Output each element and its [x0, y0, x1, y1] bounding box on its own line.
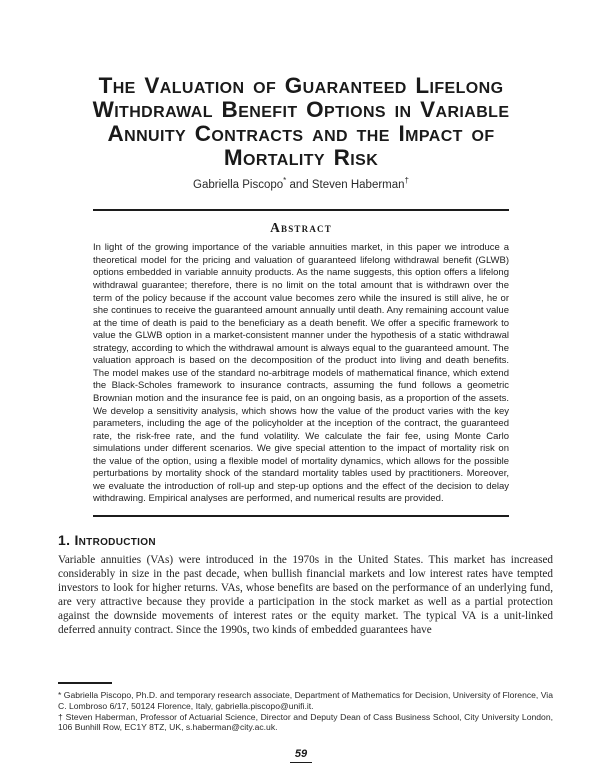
- title-line-1: The Valuation of Guaranteed Lifelong: [98, 73, 504, 98]
- introduction-body: Variable annuities (VAs) were introduced in the 1970s in the United States. This market has increased considerably in size in the past decade, when bullish financial markets and low interest rates have tempted investors to look for higher returns. VAs, whose benefits are based on the performance of an underlying fund, are very attractive because they provide a participation in the stock market as well as a partial protection against the downside movements of interest rates or the equity market. The typical VA is a unit-linked deferred annuity contract. Since the 1990s, two kinds of embedded guarantees have: [58, 554, 553, 636]
- abstract-section: [93, 220, 509, 505]
- abstract-bottom-rule: [93, 515, 509, 517]
- footnote-author-1: [58, 690, 553, 712]
- footnote-1-marker: *: [58, 690, 62, 700]
- author-2-name: Steven Haberman: [311, 179, 405, 191]
- abstract-top-rule: [93, 209, 509, 211]
- footnote-2-text: Steven Haberman, Professor of Actuarial Science, Director and Deputy Dean of Cass Business School, City University London, 106 Bunhill Row, EC1Y 8TZ, UK, s.haberman@city.ac.uk.: [58, 711, 553, 733]
- footnotes-block: [58, 690, 553, 733]
- title-line-3: Annuity Contracts and the Impact of: [107, 121, 495, 146]
- title-line-4: Mortality Risk: [223, 145, 379, 170]
- author-2-footnote-marker: †: [404, 176, 409, 186]
- introduction-heading: 1. Introduction: [58, 532, 156, 549]
- author-1-name: Gabriella Piscopo: [193, 179, 284, 191]
- footnote-1-text: Gabriella Piscopo, Ph.D. and temporary research associate, Department of Mathematics for Decision, University of Florence, Via C. Lombroso 6/17, 50124 Florence, Italy, gabriella.piscopo@unifi.it.: [58, 690, 553, 711]
- footnote-separator-rule: [58, 682, 112, 684]
- abstract-heading: Abstract: [270, 220, 332, 236]
- footnote-2-marker: †: [58, 711, 64, 722]
- page-number: 59: [290, 748, 312, 763]
- page-footer: [0, 744, 602, 763]
- authors-line: [0, 176, 602, 191]
- authors-connector: and: [286, 179, 312, 191]
- title-line-2: Withdrawal Benefit Options in Variable: [92, 97, 510, 122]
- author-1-footnote-marker: *: [283, 176, 287, 186]
- paper-title: [36, 74, 566, 170]
- introduction-section: [58, 532, 553, 637]
- footnote-author-2: [58, 712, 553, 734]
- abstract-body: In light of the growing importance of the variable annuities market, in this paper we introduce a theoretical model for the pricing and valuation of guaranteed lifelong withdrawal benefit (GLWB) options embedded in variable annuity products. As the name suggests, this option offers a lifelong withdrawal guarantee; therefore, there is no limit on the total amount that is withdrawn over the term of the policy because if the account value becomes zero while the insured is still alive, he or she continues to receive the guaranteed amount annually until death. Any remaining account value at the time of death is paid to the beneficiary as a death benefit. We offer a specific framework to value the GLWB option in a market-consistent manner under the hypothesis of a static withdrawal strategy, according to which the withdrawal amount is always equal to the guaranteed amount. The valuation approach is based on the decomposition of the product into living and death benefits. The model makes use of the standard no-arbitrage models of mathematical finance, which extend the Black-Scholes framework to insurance contracts, assuming the fund follows a geometric Brownian motion and the insurance fee is paid, on an ongoing basis, as a proportion of the assets. We develop a sensitivity analysis, which shows how the value of the product varies with the key parameters, including the age of the policyholder at the inception of the contract, the guaranteed rate, the risk-free rate, and the fund volatility. We calculate the fair fee, using Monte Carlo simulations under different scenarios. We give special attention to the impact of mortality risk on the value of the option, using a flexible model of mortality dynamics, which allows for the possible perturbations by mortality shock of the standard mortality tables used by practitioners. Moreover, we evaluate the introduction of roll-up and step-up options and the effect of the decision to delay withdrawing. Empirical analyses are performed, and numerical results are provided.: [93, 242, 509, 505]
